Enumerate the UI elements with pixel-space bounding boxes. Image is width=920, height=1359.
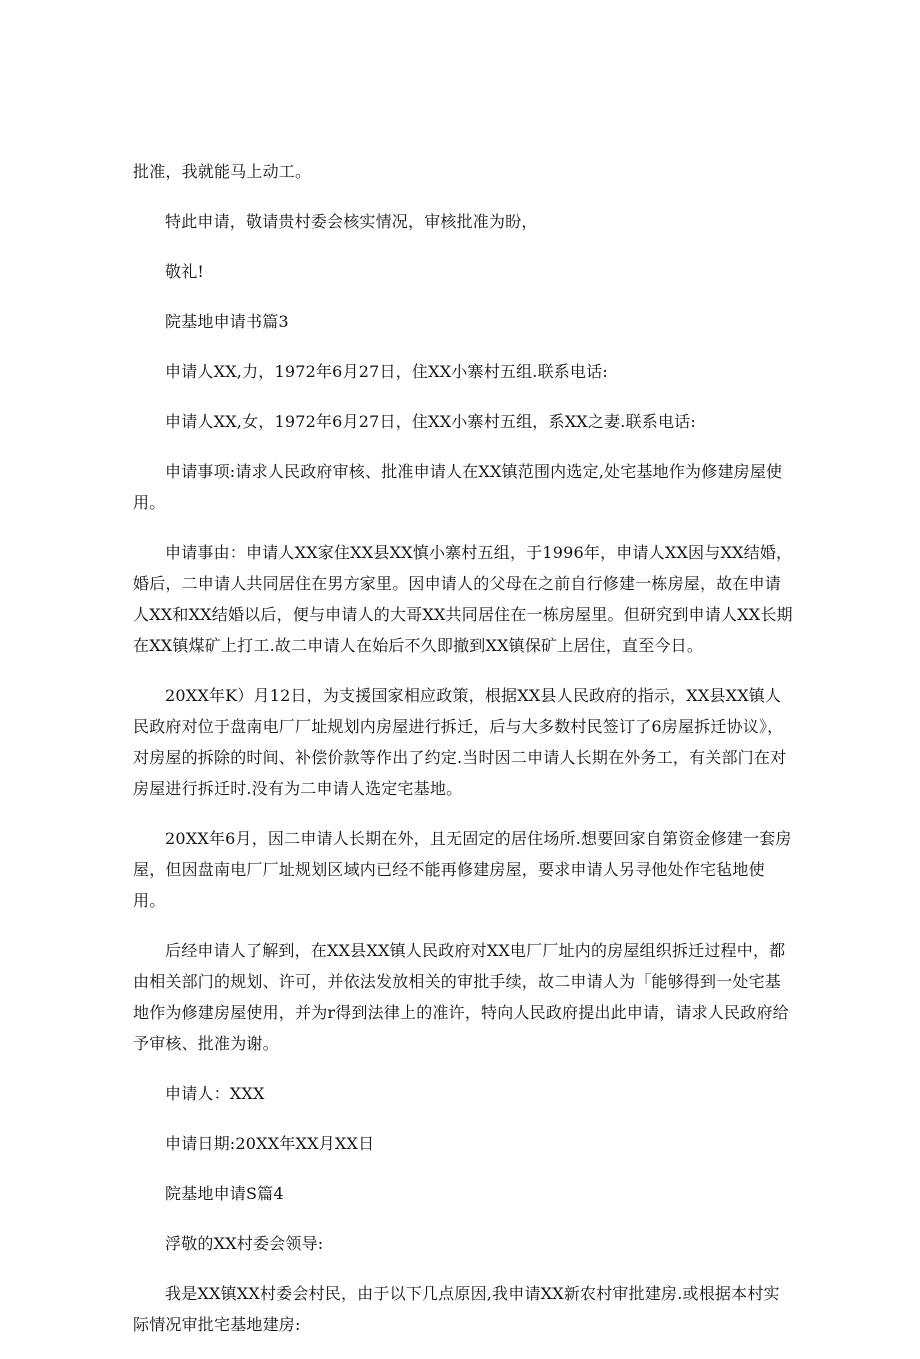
section-heading-4: 院基地申请S篇4 — [165, 1184, 284, 1203]
paragraph-introduction: 我是XX镇XX村委会村民，由于以下几点原因,我申请XX新农村审批建房.或根据本村实际情况审批宅基地建房: — [133, 1284, 780, 1334]
paragraph-salutation: 敬礼! — [165, 262, 205, 281]
document-body — [133, 156, 793, 1359]
section-heading-3: 院基地申请书篇3 — [165, 312, 289, 331]
paragraph-approval-closing: 批准，我就能马上动工。 — [133, 162, 312, 181]
paragraph-no-residence: 20XX年6月，因二申请人长期在外，且无固定的居住场所.想要回家自第资金修建一套房屋，但因盘南电厂厂址规划区域内已经不能再修建房屋，要求申请人另寻他处作宅毡地使用。 — [133, 829, 792, 910]
paragraph-request-reason: 申请事由：申请人XX家住XX县XX慎小寨村五组，于1996年，申请人XX因与XX结婚，婚后，二申请人共同居住在男方家里。因申请人的父母在之前自行修建一栋房屋，故在申请人XX和XX结婚以后，便与申请人的大哥XX共同居住在一栋房屋里。但研究到申请人XX长期在XX镇煤矿上打工.故二申请人在始后不久即撤到XX镇保矿上居住，直至今日。 — [133, 543, 793, 655]
paragraph-applicant-signature: 申请人：XXX — [165, 1084, 265, 1103]
paragraph-request-closing: 特此申请，敬请贵村委会核实情况，审核批准为盼， — [165, 212, 538, 231]
paragraph-request-matter: 申请事项:请求人民政府审核、批准申请人在XX镇范围内选定,处宅基地作为修建房屋使用。 — [133, 462, 783, 512]
paragraph-addressee: 浮敬的XX村委会领导: — [165, 1234, 324, 1253]
paragraph-applicant-2: 申请人XX,女，1972年6月27日，住XX小寨村五组，系XX之妻.联系电话: — [165, 412, 696, 431]
paragraph-application-purpose: 后经申请人了解到，在XX县XX镇人民政府对XX电厂厂址内的房屋组织拆迁过程中，都由相关部门的规划、许可，并依法发放相关的审批手续，故二申请人为「能够得到一处宅基地作为修建房屋使用，并为r得到法律上的准许，特向人民政府提出此申请，请求人民政府给予审核、批准为谢。 — [133, 941, 789, 1053]
paragraph-application-date: 申请日期:20XX年XX月XX日 — [165, 1134, 375, 1153]
paragraph-relocation: 20XX年K）月12日，为支援国家相应政策，根据XX县人民政府的指示，XX县XX镇人民政府对位于盘南电厂厂址规划内房屋进行拆迁，后与大多数村民签订了6房屋拆迁协议》，对房屋的拆除的时间、补偿价款等作出了约定.当时因二申请人长期在外务工，有关部门在对房屋进行拆迁时.没有为二申请人选定宅基地。 — [133, 686, 787, 798]
paragraph-applicant-1: 申请人XX,力，1972年6月27日，住XX小寨村五组.联系电话: — [165, 362, 608, 381]
